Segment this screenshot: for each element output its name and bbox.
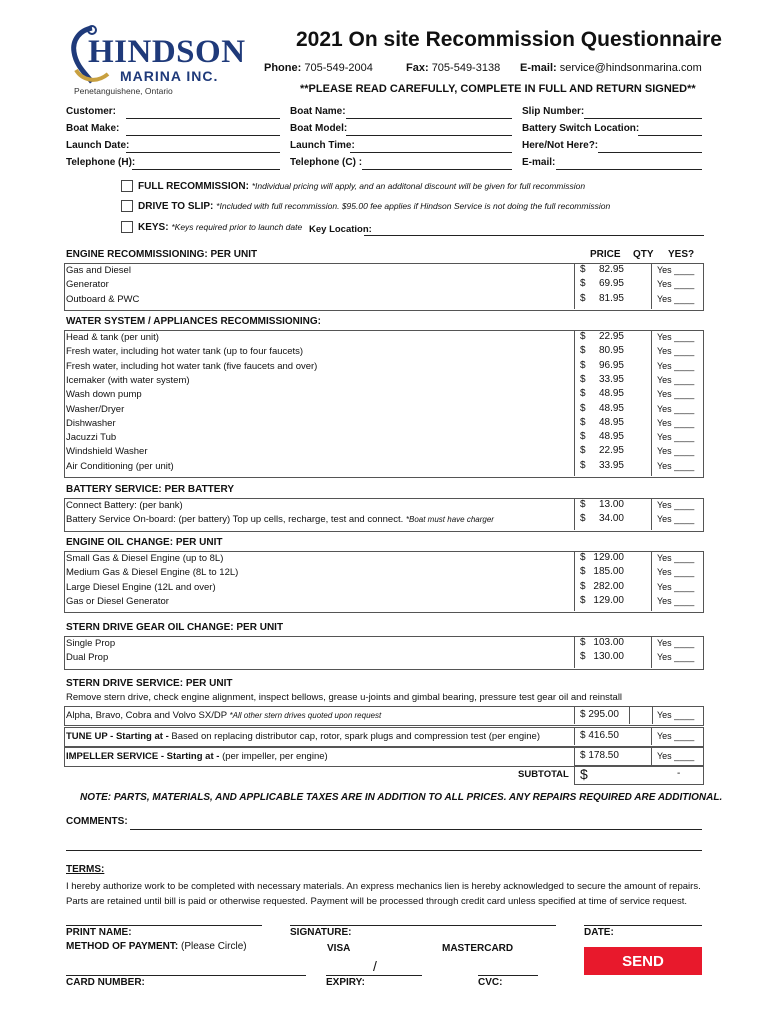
item-name: Head & tank (per unit) (66, 332, 159, 343)
item-row (66, 346, 303, 357)
boat-make-label: Boat Make: (66, 123, 120, 134)
impeller-item (66, 751, 328, 762)
page-title: 2021 On site Recommission Questionnaire (296, 28, 722, 51)
item-row (66, 279, 109, 290)
terms-line-1: I hereby authorize work to be completed with necessary materials. An express mechanics lien is hereby acknowledged to secure the amount of repairs. (66, 881, 701, 892)
item-price (580, 388, 624, 399)
item-currency: $ (580, 580, 586, 592)
item-row (66, 582, 216, 593)
tune-up-label: TUNE UP - Starting at - (66, 731, 169, 742)
stern-service-yes[interactable]: Yes ____ (657, 710, 695, 720)
item-yes[interactable]: Yes ____ (657, 360, 695, 371)
battery-switch-field[interactable] (638, 135, 702, 136)
item-yes[interactable]: Yes ____ (657, 446, 695, 457)
keys-checkbox[interactable] (121, 221, 133, 233)
slip-number-label: Slip Number: (522, 106, 585, 117)
item-currency: $ (580, 552, 586, 563)
item-currency: $ (580, 359, 586, 371)
here-not-here-label: Here/Not Here?: (522, 140, 599, 151)
tune-up-currency: $ (580, 730, 586, 741)
stern-service-item (66, 710, 381, 721)
logo-location: Penetanguishene, Ontario (74, 86, 173, 96)
subtotal-currency: $ (580, 766, 588, 782)
stern-service-description: Remove stern drive, check engine alignment, inspect bellows, grease u-joints and gimbal bearing, pressure test gear oil and reinstall (66, 692, 623, 703)
mastercard-option[interactable]: MASTERCARD (442, 943, 514, 954)
item-row (66, 418, 116, 429)
item-price-value: 48.95 (598, 388, 624, 400)
phone-label: Phone: (264, 62, 302, 74)
section-title: WATER SYSTEM / APPLIANCES RECOMMISSIONING: (66, 316, 322, 327)
item-currency: $ (580, 637, 586, 648)
item-name: Dishwasher (66, 417, 116, 429)
item-currency: $ (580, 331, 586, 342)
item-row (66, 638, 115, 649)
item-yes[interactable]: Yes ____ (657, 374, 695, 385)
expiry-label: EXPIRY: (326, 977, 365, 988)
item-row (66, 265, 131, 276)
impeller-desc: (per impeller, per engine) (222, 751, 328, 762)
item-name: Gas and Diesel (66, 265, 131, 276)
boat-make-field[interactable] (126, 135, 280, 136)
item-yes[interactable]: Yes ____ (657, 638, 695, 648)
item-yes[interactable]: Yes ____ (657, 403, 695, 414)
fax-label: Fax: (406, 62, 429, 74)
print-name-field[interactable] (66, 925, 262, 926)
item-name: Gas or Diesel Generator (66, 595, 169, 607)
item-price (580, 552, 624, 563)
item-currency: $ (580, 651, 586, 663)
expiry-separator: / (373, 958, 377, 974)
item-currency: $ (580, 345, 586, 357)
phone-value: 705-549-2004 (304, 62, 373, 74)
item-name: Generator (66, 279, 109, 291)
item-yes[interactable]: Yes ____ (657, 514, 695, 525)
item-yes[interactable]: Yes ____ (657, 500, 695, 510)
telephone-h-field[interactable] (132, 169, 280, 170)
item-currency: $ (580, 388, 586, 400)
slip-number-field[interactable] (584, 118, 702, 119)
hindson-logo (62, 22, 252, 100)
section-title: ENGINE OIL CHANGE: PER UNIT (66, 537, 223, 548)
tune-up-yes[interactable]: Yes ____ (657, 731, 695, 741)
item-price-value: 185.00 (593, 566, 624, 578)
yes-column-header: YES? (668, 249, 695, 260)
method-of-payment (66, 941, 247, 952)
item-price (580, 264, 624, 275)
pricing-note: NOTE: PARTS, MATERIALS, AND APPLICABLE TAXES ARE IN ADDITION TO ALL PRICES. ANY REPAIRS REQUIRED ARE ADDITIONAL. (80, 792, 723, 803)
tune-up-desc: Based on replacing distributor cap, rotor, spark plugs and compression test (per engine) (171, 731, 540, 742)
card-number-label: CARD NUMBER: (66, 977, 145, 988)
impeller-yes[interactable]: Yes ____ (657, 751, 695, 761)
item-price-value: 82.95 (598, 264, 624, 275)
terms-line-2: Parts are retained until bill is paid or otherwise requested. Payment will be processed through credit card unless specified at time of service request. (66, 896, 687, 907)
tune-up-item (66, 731, 540, 742)
item-price (580, 513, 624, 524)
item-price (580, 360, 624, 371)
item-price-value: 48.95 (598, 431, 624, 443)
item-row (66, 652, 108, 663)
item-currency: $ (580, 445, 586, 457)
item-row (66, 514, 494, 525)
here-not-here-field[interactable] (598, 152, 702, 153)
keys-label: KEYS: (138, 222, 169, 233)
item-price (580, 499, 624, 510)
item-currency: $ (580, 278, 586, 290)
item-name: Battery Service On-board: (per battery) Top up cells, recharge, test and connect. (66, 514, 404, 526)
launch-date-field[interactable] (126, 152, 280, 153)
item-price-value: 13.00 (598, 499, 624, 510)
launch-time-label: Launch Time: (290, 140, 355, 151)
item-price-value: 22.95 (598, 331, 624, 342)
item-row (66, 461, 174, 472)
customer-label: Customer: (66, 106, 117, 117)
item-yes[interactable]: Yes ____ (657, 417, 695, 428)
item-currency: $ (580, 431, 586, 443)
instruction-banner: **PLEASE READ CAREFULLY, COMPLETE IN FULL AND RETURN SIGNED** (300, 83, 696, 95)
item-row (66, 332, 159, 343)
item-price (580, 374, 624, 385)
full-recommission-note: *Individual pricing will apply, and an additonal discount will be given for full recommission (251, 181, 586, 191)
item-note: *Boat must have charger (405, 515, 494, 525)
qty-column-header: QTY (633, 249, 654, 260)
item-currency: $ (580, 292, 586, 304)
item-price (580, 460, 624, 471)
item-name: Wash down pump (66, 389, 142, 401)
item-yes[interactable]: Yes ____ (657, 293, 695, 304)
item-price (580, 331, 624, 342)
item-name: Air Conditioning (per unit) (66, 460, 174, 472)
drive-to-slip-label: DRIVE TO SLIP: (138, 201, 214, 212)
item-name: Single Prop (66, 638, 116, 649)
impeller-label: IMPELLER SERVICE - Starting at - (66, 751, 220, 762)
item-price (580, 417, 624, 428)
cvc-label: CVC: (478, 977, 503, 988)
item-currency: $ (580, 416, 586, 428)
stern-service-item-note: *All other stern drives quoted upon request (229, 711, 382, 720)
item-name: Fresh water, including hot water tank (five faucets and over) (66, 360, 318, 372)
item-price-value: 48.95 (598, 416, 624, 428)
item-price (580, 595, 624, 606)
item-yes[interactable]: Yes ____ (657, 460, 695, 471)
keys-option (138, 222, 302, 233)
launch-date-label: Launch Date: (66, 140, 130, 151)
subtotal-label: SUBTOTAL (518, 769, 569, 780)
item-yes[interactable]: Yes ____ (657, 581, 695, 592)
full-recommission-checkbox[interactable] (121, 180, 133, 192)
item-price-value: 33.95 (598, 373, 624, 385)
item-row (66, 553, 223, 564)
send-button[interactable]: SEND (584, 947, 702, 975)
email-contact (520, 62, 702, 74)
item-currency: $ (580, 373, 586, 385)
item-price-value: 130.00 (593, 651, 624, 663)
stern-service-title: STERN DRIVE SERVICE: PER UNIT (66, 678, 233, 689)
item-price (580, 445, 624, 456)
telephone-h-label: Telephone (H): (66, 157, 136, 168)
item-currency: $ (580, 594, 586, 606)
item-price (580, 566, 624, 577)
item-price-value: 129.00 (593, 552, 624, 563)
signature-label: SIGNATURE: (290, 927, 352, 938)
item-currency: $ (580, 459, 586, 471)
method-label: METHOD OF PAYMENT: (66, 941, 179, 952)
boat-model-label: Boat Model: (290, 123, 348, 134)
item-price (580, 403, 624, 414)
item-price (580, 278, 624, 289)
battery-switch-label: Battery Switch Location: (522, 123, 640, 134)
telephone-c-label: Telephone (C) : (290, 157, 363, 168)
item-yes[interactable]: Yes ____ (657, 332, 695, 342)
item-price-value: 103.00 (593, 637, 624, 648)
comments-field-line-2[interactable] (66, 850, 702, 851)
visa-option[interactable]: VISA (327, 943, 351, 954)
item-yes[interactable]: Yes ____ (657, 389, 695, 400)
boat-name-field[interactable] (346, 118, 512, 119)
item-price (580, 345, 624, 356)
logo-name: HINDSON (88, 34, 246, 70)
item-name: Dual Prop (66, 652, 109, 664)
comments-field[interactable] (130, 829, 702, 830)
fax-contact (406, 62, 500, 74)
expiry-field[interactable] (326, 975, 422, 976)
impeller-price-value: 178.50 (588, 750, 619, 761)
customer-field[interactable] (126, 118, 280, 119)
item-currency: $ (580, 513, 586, 525)
item-yes[interactable]: Yes ____ (657, 567, 695, 578)
stern-service-price (580, 709, 619, 720)
item-row (66, 375, 190, 386)
item-yes[interactable]: Yes ____ (657, 432, 695, 443)
item-price-value: 33.95 (598, 459, 624, 471)
item-price (580, 293, 624, 304)
cvc-field[interactable] (478, 975, 538, 976)
item-price-value: 129.00 (593, 594, 624, 606)
item-yes[interactable]: Yes ____ (657, 553, 695, 563)
item-row (66, 432, 116, 443)
section-title: STERN DRIVE GEAR OIL CHANGE: PER UNIT (66, 622, 284, 633)
boat-name-label: Boat Name: (290, 106, 346, 117)
section-title: BATTERY SERVICE: PER BATTERY (66, 484, 234, 495)
item-name: Medium Gas & Diesel Engine (8L to 12L) (66, 567, 239, 579)
drive-to-slip-note: *Included with full recommission. $95.00 fee applies if Hindson Service is not doing the full recommission (216, 201, 611, 211)
item-price-value: 80.95 (598, 345, 624, 357)
item-name: Small Gas & Diesel Engine (up to 8L) (66, 553, 224, 564)
terms-heading: TERMS: (66, 864, 105, 875)
item-row (66, 361, 317, 372)
item-name: Large Diesel Engine (12L and over) (66, 581, 216, 593)
full-recommission-label: FULL RECOMMISSION: (138, 181, 249, 192)
method-note: (Please Circle) (181, 941, 247, 952)
date-label: DATE: (584, 927, 614, 938)
key-location-field[interactable] (364, 235, 704, 236)
item-row (66, 596, 169, 607)
item-row (66, 567, 238, 578)
item-currency: $ (580, 566, 586, 578)
item-name: Washer/Dryer (66, 403, 125, 415)
item-name: Windshield Washer (66, 446, 148, 458)
email-field-label: E-mail: (522, 157, 556, 168)
item-yes[interactable]: Yes ____ (657, 279, 695, 290)
item-currency: $ (580, 402, 586, 414)
subtotal-value: - (677, 768, 681, 779)
item-price-value: 34.00 (598, 513, 624, 525)
item-yes[interactable]: Yes ____ (657, 595, 695, 606)
stern-yes-divider (652, 706, 653, 724)
impeller-currency: $ (580, 750, 586, 761)
subtotal-box (574, 765, 704, 785)
item-price (580, 651, 624, 662)
item-price-value: 22.95 (598, 445, 624, 457)
item-price (580, 637, 624, 648)
item-price (580, 431, 624, 442)
item-yes[interactable]: Yes ____ (657, 652, 695, 663)
item-yes[interactable]: Yes ____ (657, 346, 695, 357)
item-name: Outboard & PWC (66, 293, 140, 305)
item-price-value: 81.95 (598, 292, 624, 304)
telephone-c-field[interactable] (362, 169, 512, 170)
item-currency: $ (580, 264, 586, 275)
tune-up-price-value: 416.50 (588, 730, 619, 741)
full-recommission-option (138, 181, 585, 192)
launch-time-field[interactable] (350, 152, 512, 153)
item-row (66, 294, 139, 305)
boat-model-field[interactable] (346, 135, 512, 136)
stern-service-item-name: Alpha, Bravo, Cobra and Volvo SX/DP (66, 710, 227, 721)
phone-contact (264, 62, 373, 74)
keys-note: *Keys required prior to launch date (171, 222, 303, 232)
impeller-price (580, 750, 619, 761)
item-row (66, 446, 147, 457)
price-column-header: PRICE (590, 249, 621, 260)
item-name: Fresh water, including hot water tank (up to four faucets) (66, 346, 304, 358)
signature-field[interactable] (290, 925, 556, 926)
drive-to-slip-checkbox[interactable] (121, 200, 133, 212)
item-row (66, 389, 142, 400)
email-label: E-mail: (520, 62, 557, 74)
item-name: Icemaker (with water system) (66, 374, 190, 386)
key-location-label: Key Location: (309, 224, 372, 235)
item-yes[interactable]: Yes ____ (657, 265, 695, 275)
item-row (66, 404, 124, 415)
card-number-field[interactable] (66, 975, 306, 976)
item-name: Jacuzzi Tub (66, 432, 117, 444)
item-price-value: 69.95 (598, 278, 624, 290)
item-price-value: 282.00 (593, 580, 624, 592)
section-title: ENGINE RECOMMISSIONING: PER UNIT (66, 249, 258, 260)
drive-to-slip-option (138, 201, 610, 212)
logo-subtitle: MARINA INC. (120, 68, 219, 84)
email-field[interactable] (556, 169, 702, 170)
item-price-value: 96.95 (598, 359, 624, 371)
print-name-label: PRINT NAME: (66, 927, 132, 938)
fax-value: 705-549-3138 (431, 62, 501, 74)
item-price (580, 581, 624, 592)
tune-up-price (580, 730, 619, 741)
stern-service-currency: $ (580, 709, 586, 720)
date-field[interactable] (584, 925, 702, 926)
email-value: service@hindsonmarina.com (559, 62, 702, 74)
item-row (66, 500, 183, 511)
stern-service-price-value: 295.00 (588, 709, 619, 720)
item-currency: $ (580, 499, 586, 510)
item-name: Connect Battery: (per bank) (66, 500, 183, 511)
comments-label: COMMENTS: (66, 816, 128, 827)
item-price-value: 48.95 (598, 402, 624, 414)
